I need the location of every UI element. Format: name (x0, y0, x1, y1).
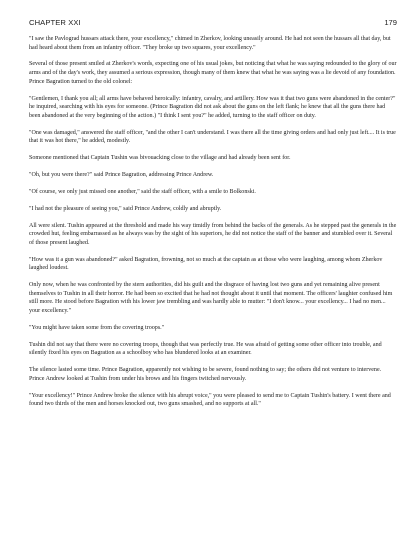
paragraph: "One was damaged," answered the staff officer, "and the other I can't understand. I was there all the time giving orders and had only just left.... It is true that it was hot there," he added, modestly. (29, 129, 396, 145)
paragraph: "You might have taken some from the covering troops." (29, 324, 165, 331)
paragraph: "Oh, but you were there?" said Prince Bagration, addressing Prince Andrew. (29, 171, 214, 178)
running-header (29, 18, 397, 27)
paragraph: Several of those present smiled at Zherkov's words, expecting one of his usual jokes, but noticing that what he was saying redounded to the glory of our arms and of the day's work, they assumed a serious expression, though many of them knew that what he was saying was a lie devoid of any foundation. Prince Bagration turned to the old colonel: (29, 61, 397, 85)
chapter-title: CHAPTER XXI (29, 18, 81, 27)
paragraph: The silence lasted some time. Prince Bagration, apparently not wishing to be severe, found nothing to say; the others did not venture to intervene. Prince Andrew looked at Tushin from under his brows and his fingers twitched nervously. (29, 367, 382, 382)
paragraph: "Your excellency!" Prince Andrew broke the silence with his abrupt voice," you were pleased to send me to Captain Tushin's battery. I went there and found two thirds of the men and horses knocked out, two guns smashed, and no supports at all." (29, 392, 391, 408)
page-body (29, 35, 397, 409)
paragraph: "Gentlemen, I thank you all; all arms have behaved heroically: infantry, cavalry, and artillery. How was it that two guns were abandoned in the center?" he inquired, searching with his eyes for someone. (Prince Bagration did not ask about the guns on the left flank; he knew that all the guns there had been abandoned at the very beginning of the action.) "I think I sent you?" he added, turning to the staff officer on duty. (29, 95, 396, 119)
paragraph: "How was it a gun was abandoned?" asked Bagration, frowning, not so much at the captain as at those who were laughing, among whom Zherkov laughed loudest. (29, 256, 383, 272)
paragraph: "Of course, we only just missed one another," said the staff officer, with a smile to Bolkonski. (29, 188, 256, 195)
paragraph: All were silent. Tushin appeared at the threshold and made his way timidly from behind the backs of the generals. As he stepped past the generals in the crowded hut, feeling embarrassed as he always was by the sight of his superiors, he did not notice the staff of the banner and stumbled over it. Several of those present laughed. (29, 222, 397, 246)
paragraph: "I saw the Pavlograd hussars attack there, your excellency," chimed in Zherkov, looking uneasily around. He had not seen the hussars all that day, but had heard about them from an infantry officer. "They broke up two squares, your excellency." (29, 36, 391, 51)
paragraph: Tushin did not say that there were no covering troops, though that was perfectly true. He was afraid of getting some other officer into trouble, and silently fixed his eyes on Bagration as a schoolboy who has blundered looks at an examiner. (29, 341, 382, 357)
paragraph: Only now, when he was confronted by the stern authorities, did his guilt and the disgrace of having lost two guns and yet remaining alive present themselves to Tushin in all their horror. He had been so excited that he had not thought about it until that moment. The officers' laughter confused him still more. He stood before Bagration with his lower jaw trembling and was hardly able to mutter: "I don't know... your excellency... I had no men... your excellency." (29, 282, 393, 314)
paragraph: Someone mentioned that Captain Tushin was bivouacking close to the village and had already been sent for. (29, 155, 291, 162)
page-number: 179 (384, 18, 397, 27)
paragraph: "I had not the pleasure of seeing you," said Prince Andrew, coldly and abruptly. (29, 205, 222, 212)
